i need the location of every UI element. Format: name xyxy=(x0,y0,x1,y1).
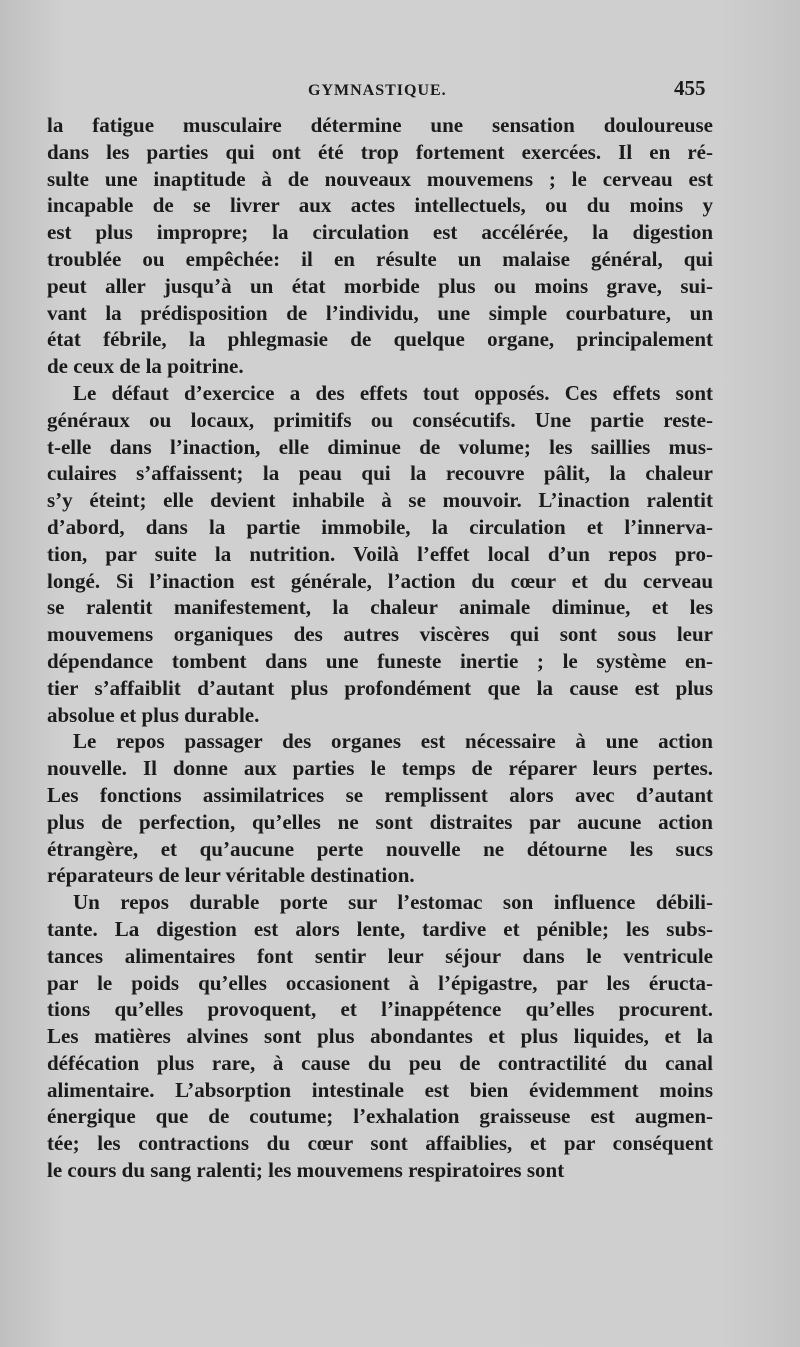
paragraph xyxy=(47,889,713,1184)
text-line: incapable de se livrer aux actes intellectuels, ou du moins y xyxy=(47,193,713,218)
text-line: se ralentit manifestement, la chaleur animale diminue, et les xyxy=(47,595,713,620)
text-line: troublée ou empêchée: il en résulte un malaise général, qui xyxy=(47,246,713,271)
text-line: tances alimentaires font sentir leur séjour dans le ventricule xyxy=(47,943,713,968)
text-line: peut aller jusqu’à un état morbide plus ou moins grave, sui- xyxy=(47,273,713,298)
text-line: énergique que de coutume; l’exhalation graisseuse est augmen- xyxy=(47,1104,713,1129)
text-line: Les matières alvines sont plus abondantes et plus liquides, et la xyxy=(47,1024,713,1049)
text-line: Le défaut d’exercice a des effets tout opposés. Ces effets sont xyxy=(73,380,713,405)
text-line: tions qu’elles provoquent, et l’inappétence qu’elles procurent. xyxy=(47,997,713,1022)
text-line: absolue et plus durable. xyxy=(47,702,260,727)
page-number: 455 xyxy=(674,76,706,100)
body-text xyxy=(47,112,713,1184)
text-line: culaires s’affaissent; la peau qui la recouvre pâlit, la chaleur xyxy=(47,461,713,486)
text-line: par le poids qu’elles occasionent à l’épigastre, par les éructa- xyxy=(47,970,713,995)
text-line: est plus impropre; la circulation est accélérée, la digestion xyxy=(47,220,713,245)
text-line: état fébrile, la phlegmasie de quelque organe, principalement xyxy=(47,327,713,352)
text-line: étrangère, et qu’aucune perte nouvelle ne détourne les sucs xyxy=(47,836,713,861)
text-line: le cours du sang ralenti; les mouvemens respiratoires sont xyxy=(47,1158,565,1183)
text-line: dépendance tombent dans une funeste inertie ; le système en- xyxy=(47,648,713,673)
text-line: s’y éteint; elle devient inhabile à se mouvoir. L’inaction ralentit xyxy=(47,488,713,513)
paragraph xyxy=(47,380,713,728)
text-line: la fatigue musculaire détermine une sensation douloureuse xyxy=(47,113,713,137)
text-line: tante. La digestion est alors lente, tardive et pénible; les subs- xyxy=(47,916,713,941)
paragraph xyxy=(47,112,713,380)
text-line: Les fonctions assimilatrices se remplissent alors avec d’autant xyxy=(47,782,713,807)
text-line: dans les parties qui ont été trop fortement exercées. Il en ré- xyxy=(47,139,713,164)
paragraph xyxy=(47,728,713,889)
text-line: tion, par suite la nutrition. Voilà l’effet local d’un repos pro- xyxy=(47,541,713,566)
text-line: généraux ou locaux, primitifs ou consécutifs. Une partie reste- xyxy=(47,407,713,432)
text-line: plus de perfection, qu’elles ne sont distraites par aucune action xyxy=(47,809,713,834)
text-line: vant la prédisposition de l’individu, une simple courbature, un xyxy=(47,300,713,325)
text-line: réparateurs de leur véritable destination. xyxy=(47,863,415,888)
text-line: alimentaire. L’absorption intestinale est bien évidemment moins xyxy=(47,1077,713,1102)
text-line: nouvelle. Il donne aux parties le temps de réparer leurs pertes. xyxy=(47,756,713,781)
text-line: Un repos durable porte sur l’estomac son influence débili- xyxy=(73,890,713,915)
text-line: tée; les contractions du cœur sont affaiblies, et par conséquent xyxy=(47,1131,713,1156)
text-line: de ceux de la poitrine. xyxy=(47,354,244,379)
text-line: longé. Si l’inaction est générale, l’action du cœur et du cerveau xyxy=(47,568,713,593)
text-line: sulte une inaptitude à de nouveaux mouvemens ; le cerveau est xyxy=(47,166,713,191)
text-line: Le repos passager des organes est nécessaire à une action xyxy=(73,729,713,754)
running-title: GYMNASTIQUE. xyxy=(308,82,447,99)
text-line: t-elle dans l’inaction, elle diminue de volume; les saillies mus- xyxy=(47,434,713,459)
text-line: défécation plus rare, à cause du peu de contractilité du canal xyxy=(47,1050,713,1075)
text-line: tier s’affaiblit d’autant plus profondément que la cause est plus xyxy=(47,675,713,700)
text-line: mouvemens organiques des autres viscères qui sont sous leur xyxy=(47,622,713,647)
text-line: d’abord, dans la partie immobile, la circulation et l’innerva- xyxy=(47,514,713,539)
running-head xyxy=(0,74,800,104)
